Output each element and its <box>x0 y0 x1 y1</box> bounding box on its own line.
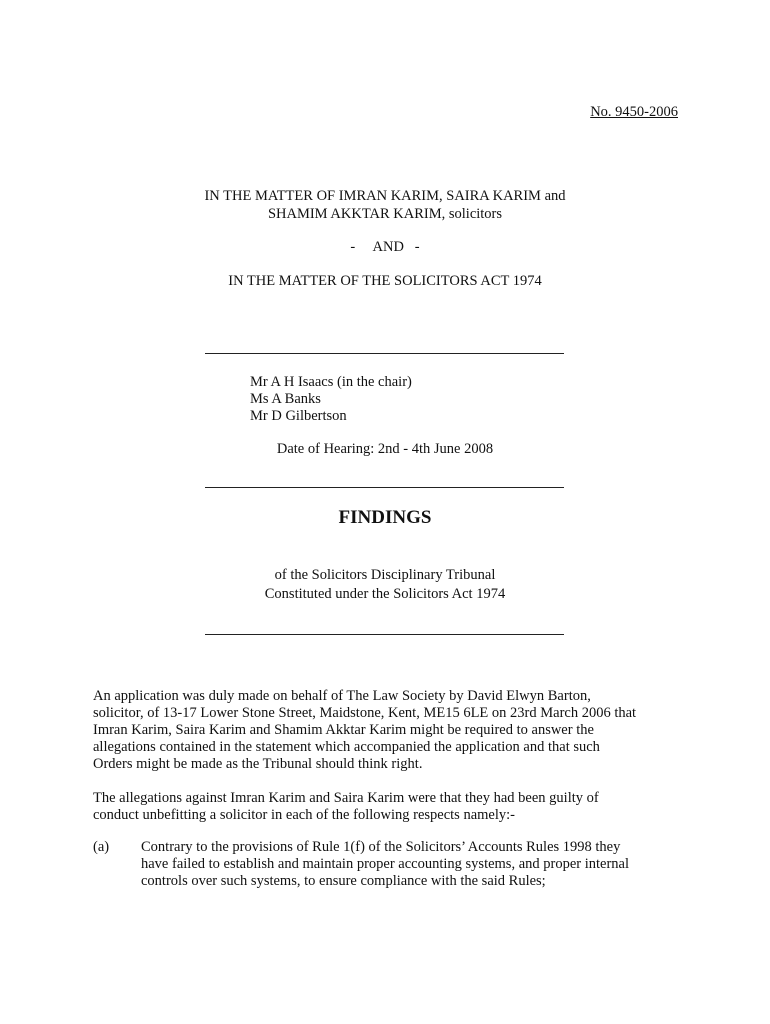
application-paragraph <box>93 688 683 773</box>
divider-top <box>205 353 564 354</box>
panel-member: Mr A H Isaacs (in the chair) <box>250 374 412 390</box>
document-title: FINDINGS <box>338 507 432 528</box>
subtitle-line-1: of the Solicitors Disciplinary Tribunal <box>274 567 496 583</box>
allegation-label: (a) <box>93 839 110 855</box>
allegation-line: controls over such systems, to ensure compliance with the said Rules; <box>141 873 546 889</box>
heading-line-3: IN THE MATTER OF THE SOLICITORS ACT 1974 <box>228 273 542 289</box>
paragraph-line: solicitor, of 13-17 Lower Stone Street, Maidstone, Kent, ME15 6LE on 23rd March 2006 that <box>93 705 637 721</box>
divider-middle <box>205 487 564 488</box>
paragraph-line: Orders might be made as the Tribunal should think right. <box>93 756 423 772</box>
allegation-line: Contrary to the provisions of Rule 1(f) of the Solicitors’ Accounts Rules 1998 they <box>141 839 621 855</box>
heading-and: - AND - <box>350 239 420 255</box>
allegation-text <box>141 839 681 890</box>
heading-line-1: IN THE MATTER OF IMRAN KARIM, SAIRA KARIM and <box>204 188 566 204</box>
paragraph-line: allegations contained in the statement which accompanied the application and that such <box>93 739 600 755</box>
divider-bottom <box>205 634 564 635</box>
hearing-date: Date of Hearing: 2nd - 4th June 2008 <box>276 441 494 457</box>
panel-member: Mr D Gilbertson <box>250 408 347 424</box>
case-number: No. 9450-2006 <box>590 104 678 120</box>
paragraph-line: Imran Karim, Saira Karim and Shamim Akktar Karim might be required to answer the <box>93 722 594 738</box>
subtitle-line-2: Constituted under the Solicitors Act 1974 <box>264 586 506 602</box>
allegation-line: have failed to establish and maintain proper accounting systems, and proper internal <box>141 856 630 872</box>
paragraph-line: An application was duly made on behalf of The Law Society by David Elwyn Barton, <box>93 688 591 704</box>
panel-member: Ms A Banks <box>250 391 321 407</box>
paragraph-line: conduct unbefitting a solicitor in each of the following respects namely:- <box>93 807 515 823</box>
paragraph-line: The allegations against Imran Karim and Saira Karim were that they had been guilty of <box>93 790 599 806</box>
heading-line-2: SHAMIM AKKTAR KARIM, solicitors <box>267 206 503 222</box>
allegations-intro-paragraph <box>93 790 683 824</box>
